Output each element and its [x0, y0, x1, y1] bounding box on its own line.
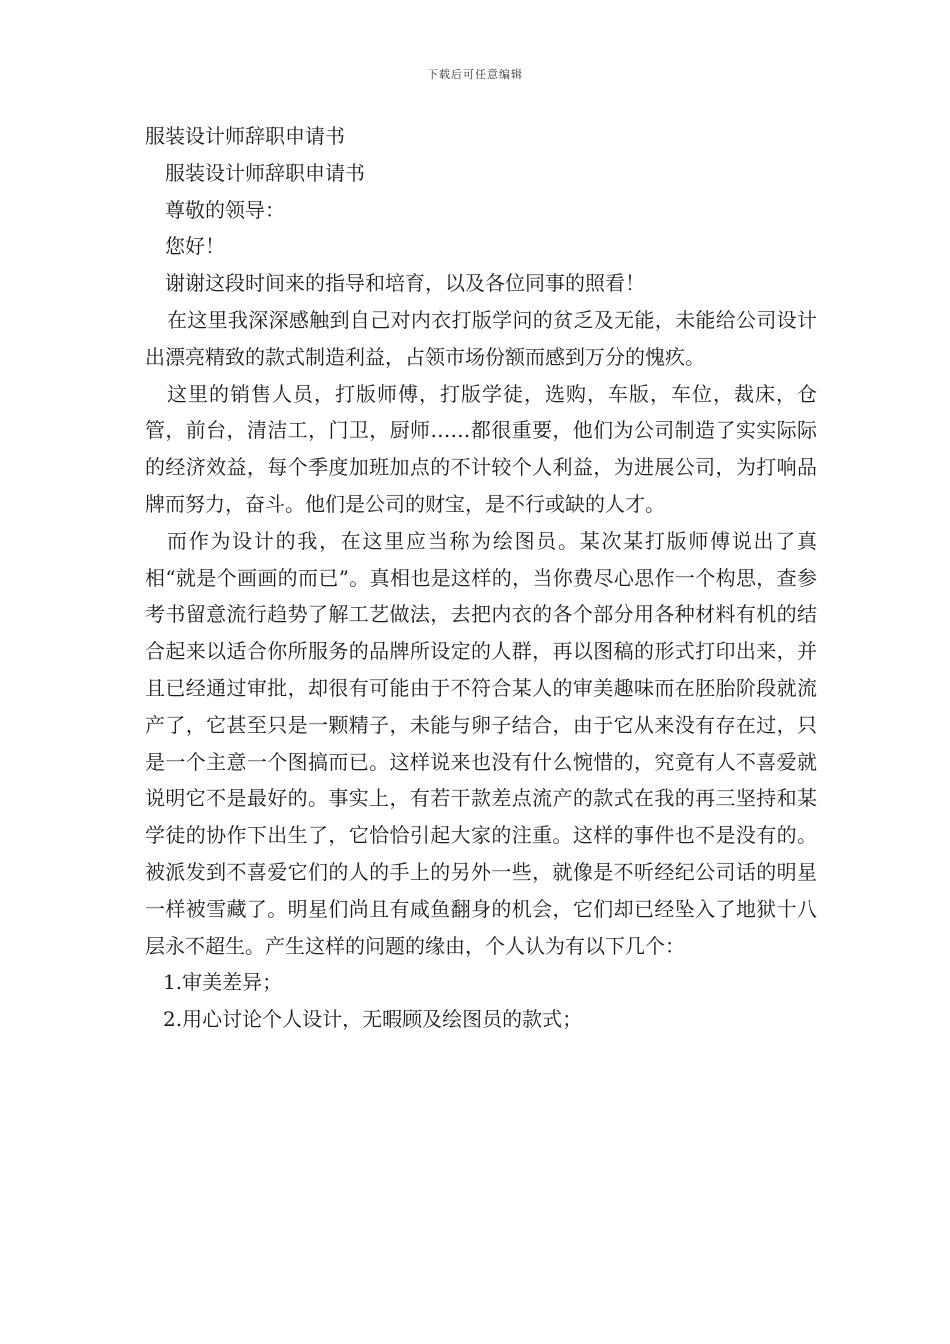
document-body	[145, 118, 817, 1038]
document-subtitle: 服装设计师辞职申请书	[165, 160, 365, 185]
paragraph-thanks: 谢谢这段时间来的指导和培育，以及各位同事的照看！	[165, 271, 645, 296]
paragraph-apology: 在这里我深深感触到自己对内衣打版学问的贫乏及无能，未能给公司设计出漂亮精致的款式制造利益，占领市场份额而感到万分的愧疚。	[145, 307, 817, 369]
salutation: 尊敬的领导：	[165, 197, 285, 222]
list-item-reason-1: 1.审美差异；	[163, 970, 283, 995]
greeting: 您好！	[165, 234, 225, 259]
list-item-reason-2: 2.用心讨论个人设计，无暇顾及绘图员的款式；	[163, 1007, 583, 1032]
page-header-note: 下载后可任意编辑	[427, 68, 523, 81]
document-title: 服装设计师辞职申请书	[145, 124, 345, 148]
paragraph-designer-role: 而作为设计的我，在这里应当称为绘图员。某次某打版师傅说出了真相“就是个画画的而已”。真相也是这样的，当你费尽心思作一个构思，查参考书留意流行趋势了解工艺做法，去把内衣的各个部分用各种材料有机的结合起来以适合你所服务的品牌所设定的人群，再以图稿的形式打印出来，并且已经通过审批，却很有可能由于不符合某人的审美趣味而在胚胎阶段就流产了，它甚至只是一颗精子，未能与卵子结合，由于它从来没有存在过，只是一个主意一个图搞而已。这样说来也没有什么惋惜的，究竟有人不喜爱就说明它不是最好的。事实上，有若干款差点流产的款式在我的再三坚持和某学徒的协作下出生了，它恰恰引起大家的注重。这样的事件也不是没有的。被派发到不喜爱它们的人的手上的另外一些，就像是不听经纪公司话的明星一样被雪藏了。明星们尚且有咸鱼翻身的机会，它们却已经坠入了地狱十八层永不超生。产生这样的问题的缘由，个人认为有以下几个：	[145, 528, 817, 958]
paragraph-colleagues: 这里的销售人员，打版师傅，打版学徒，选购，车版，车位，裁床，仓管，前台，清洁工，门卫，厨师……都很重要，他们为公司制造了实实际际的经济效益，每个季度加班加点的不计较个人利益，为进展公司，为打响品牌而努力，奋斗。他们是公司的财宝，是不行或缺的人才。	[145, 381, 817, 516]
